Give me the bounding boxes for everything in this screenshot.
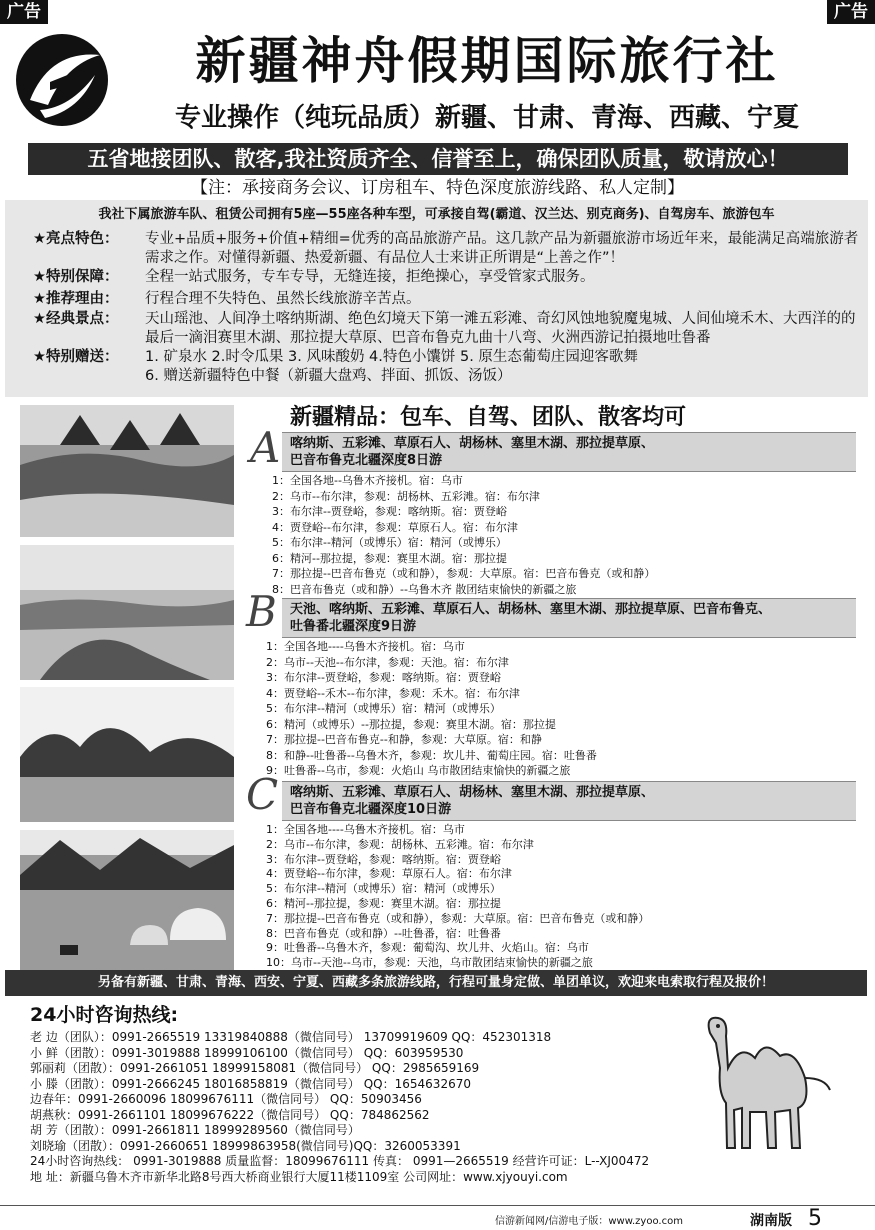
company-name: 新疆神舟假期国际旅行社 — [195, 32, 779, 90]
itinerary-day: 6：精河--那拉提，参观：赛里木湖。宿：那拉提 — [272, 551, 507, 565]
feature-value: 1. 矿泉水 2.时令瓜果 3. 风味酸奶 4.特色小馕饼 5. 原生态葡萄庄园迎客歌舞 6. 赠送新疆特色中餐（新疆大盘鸡、拌面、抓饭、汤饭） — [145, 349, 638, 384]
page-number: 5 — [808, 1206, 822, 1230]
feature-box — [5, 200, 868, 397]
contact-line: 刘晓瑜（团散）：0991-2660651 18999863958(微信同号)QQ：3260053391 — [30, 1138, 461, 1153]
hotline-title: 24小时咨询热线: — [30, 1004, 179, 1026]
ad-label-left: 广告 — [0, 0, 48, 24]
route-c-title: 喀纳斯、五彩滩、草原石人、胡杨林、塞里木湖、那拉提草原、 巴音布鲁克北疆深度10日游 — [290, 785, 655, 817]
feature-key: ★亮点特色： — [33, 231, 119, 247]
itinerary-day: 4：贾登峪--布尔津，参观：草原石人。宿：布尔津 — [272, 520, 518, 534]
footer-edition: 湖南版 — [750, 1213, 792, 1229]
route-a-title: 喀纳斯、五彩滩、草原石人、胡杨林、塞里木湖、那拉提草原、 巴音布鲁克北疆深度8日游 — [290, 436, 655, 468]
photo-colorful-beach — [20, 545, 234, 680]
route-b-title: 天池、喀纳斯、五彩滩、草原石人、胡杨林、塞里木湖、那拉提草原、巴音布鲁克、 吐鲁番北疆深度9日游 — [290, 602, 772, 634]
route-c-header — [282, 781, 856, 821]
service-note: 【注：承接商务会议、订房租车、特色深度旅游线路、私人定制】 — [191, 178, 684, 198]
itinerary-day: 4：贾登峪--布尔津，参观：草原石人。宿：布尔津 — [266, 867, 512, 881]
itinerary-day: 6：精河--那拉提，参观：赛里木湖。宿：那拉提 — [266, 897, 501, 910]
qualification-banner: 五省地接团队、散客,我社资质齐全、信誉至上，确保团队质量，敬请放心！ — [28, 143, 848, 175]
route-b-header — [282, 598, 856, 638]
contact-line: 胡燕秋：0991-2661101 18099676222（微信同号） QQ：784862562 — [30, 1107, 430, 1122]
feature-value: 行程合理不失特色、虽然长线旅游辛苦点。 — [145, 291, 421, 307]
route-b-letter: B — [246, 587, 277, 636]
itinerary-day: 8：巴音布鲁克（或和静）--乌鲁木齐 散团结束愉快的新疆之旅 — [272, 582, 577, 596]
itinerary-day: 5：布尔津--精河（或博乐）宿：精河（或博乐） — [266, 882, 501, 896]
feature-key: ★经典景点： — [33, 311, 119, 327]
contact-line: 郭丽莉（团散）：0991-2661051 18999158081（微信同号） QQ：2985659169 — [30, 1061, 480, 1075]
itinerary-day: 1：全国各地--乌鲁木齐接机。宿：乌市 — [272, 474, 463, 487]
contact-line: 边春年：0991-2660096 18099676111（微信同号） QQ：50903456 — [30, 1092, 422, 1106]
itinerary-day: 8：和静--吐鲁番--乌鲁木齐，参观：坎儿井、葡萄庄园。宿：吐鲁番 — [266, 748, 597, 762]
footer-divider — [0, 1205, 875, 1206]
itinerary-day: 9：吐鲁番--乌市，参观：火焰山 乌市散团结束愉快的新疆之旅 — [266, 764, 571, 777]
feature-value: 全程一站式服务，专车专导，无缝连接，拒绝操心，享受管家式服务。 — [145, 269, 595, 285]
more-routes-banner: 另备有新疆、甘肃、青海、西安、宁夏、西藏多条旅游线路，行程可量身定做、单团单议，欢迎来电索取行程及报价！ — [5, 970, 867, 996]
itinerary-day: 2：乌市--布尔津，参观：胡杨林、五彩滩。宿：布尔津 — [272, 489, 540, 503]
footer-website: 信游新闻网/信游电子版：www.zyoo.com — [495, 1216, 683, 1227]
contact-line: 小 滕（团散）：0991-2666245 18016858819（微信同号） QQ：1654632670 — [30, 1076, 471, 1091]
route-a-letter: A — [250, 423, 281, 472]
fleet-info: 我社下属旅游车队、租赁公司拥有5座—55座各种车型，可承接自驾(霸道、汉兰达、别克商务)、自驾房车、旅游包车 — [98, 207, 775, 222]
ad-label-right: 广告 — [827, 0, 875, 24]
contact-line: 地 址：新疆乌鲁木齐市新华北路8号西大桥商业银行大厦11楼1109室 公司网址：www.xjyouyi.com — [30, 1169, 568, 1184]
photo-yurt-grassland — [20, 830, 234, 973]
itinerary-day: 1：全国各地----乌鲁木齐接机。宿：乌市 — [266, 640, 465, 653]
feature-value: 天山瑶池、人间净土喀纳斯湖、绝色幻境天下第一滩五彩滩、奇幻风蚀地貌魔鬼城、人间仙境禾木、大西洋的的最后一滴泪赛里木湖、那拉提大草原、巴音布鲁克九曲十八弯、火洲西游记拍摄地吐鲁番 — [145, 311, 856, 346]
photo-poplar-lake — [20, 687, 234, 822]
itinerary-day: 7：那拉提--巴音布鲁克（或和静），参观：大草原。宿：巴音布鲁克（或和静） — [266, 911, 650, 925]
itinerary-day: 8：巴音布鲁克（或和静）--吐鲁番，宿：吐鲁番 — [266, 926, 501, 940]
itinerary-day: 5：布尔津--精河（或博乐）宿：精河（或博乐） — [266, 702, 501, 715]
itinerary-day: 2：乌市--天池--布尔津，参观：天池。宿：布尔津 — [266, 655, 509, 669]
camel-illustration — [680, 1008, 840, 1158]
feature-key: ★推荐理由： — [33, 291, 119, 307]
contact-line: 小 鲜（团散）：0991-3019888 18999106100（微信同号） QQ：603959530 — [30, 1045, 464, 1060]
itinerary-day: 5：布尔津--精河（或博乐）宿：精河（或博乐） — [272, 536, 507, 549]
photo-autumn-forest — [20, 405, 234, 537]
itinerary-day: 7：那拉提--巴音布鲁克（或和静），参观：大草原。宿：巴音布鲁克（或和静） — [272, 567, 656, 580]
itinerary-day: 3：布尔津--贾登峪，参观：喀纳斯。宿：贾登峪 — [272, 505, 507, 518]
itinerary-day: 3：布尔津--贾登峪，参观：喀纳斯。宿：贾登峪 — [266, 852, 501, 866]
contact-line: 胡 芳（团散）：0991-2661811 18999289560（微信同号） — [30, 1123, 360, 1137]
contact-line: 老 边（团队）：0991-2665519 13319840888（微信同号） 13709919609 QQ：452301318 — [30, 1030, 552, 1044]
feature-key: ★特别赠送： — [33, 349, 119, 365]
itinerary-day: 6：精河（或博乐）--那拉提，参观：赛里木湖。宿：那拉提 — [266, 717, 556, 731]
itinerary-day: 1：全国各地----乌鲁木齐接机。宿：乌市 — [266, 823, 465, 836]
feature-value: 专业+品质+服务+价值+精细=优秀的高品旅游产品。这几款产品为新疆旅游市场近年来，最能满足高端旅游者需求之作。对懂得新疆、热爱新疆、有品位人士来讲正所谓是“上善之作”！ — [145, 231, 859, 266]
feature-key: ★特别保障： — [33, 269, 119, 285]
route-c-letter: C — [246, 770, 279, 819]
itinerary-day: 10：乌市--天池--乌市，参观：天池，乌市散团结束愉快的新疆之旅 — [266, 956, 593, 970]
contact-line: 24小时咨询热线： 0991-3019888 质量监督：18099676111 传真： 0991—2665519 经营许可证：L--XJ00472 — [30, 1154, 650, 1168]
itinerary-day: 4：贾登峪--禾木--布尔津，参观：禾木。宿：布尔津 — [266, 686, 520, 700]
company-logo — [10, 30, 110, 130]
routes-section-title: 新疆精品：包车、自驾、团队、散客均可 — [290, 405, 687, 430]
itinerary-day: 7：那拉提--巴音布鲁克--和静，参观：大草原。宿：和静 — [266, 733, 542, 746]
slogan: 专业操作（纯玩品质）新疆、甘肃、青海、西藏、宁夏 — [174, 103, 799, 133]
itinerary-day: 3：布尔津--贾登峪，参观：喀纳斯。宿：贾登峪 — [266, 671, 501, 684]
itinerary-day: 2：乌市--布尔津，参观：胡杨林、五彩滩。宿：布尔津 — [266, 837, 534, 851]
itinerary-day: 9：吐鲁番--乌鲁木齐，参观：葡萄沟、坎儿井、火焰山。宿：乌市 — [266, 941, 589, 955]
route-a-header — [282, 432, 856, 472]
